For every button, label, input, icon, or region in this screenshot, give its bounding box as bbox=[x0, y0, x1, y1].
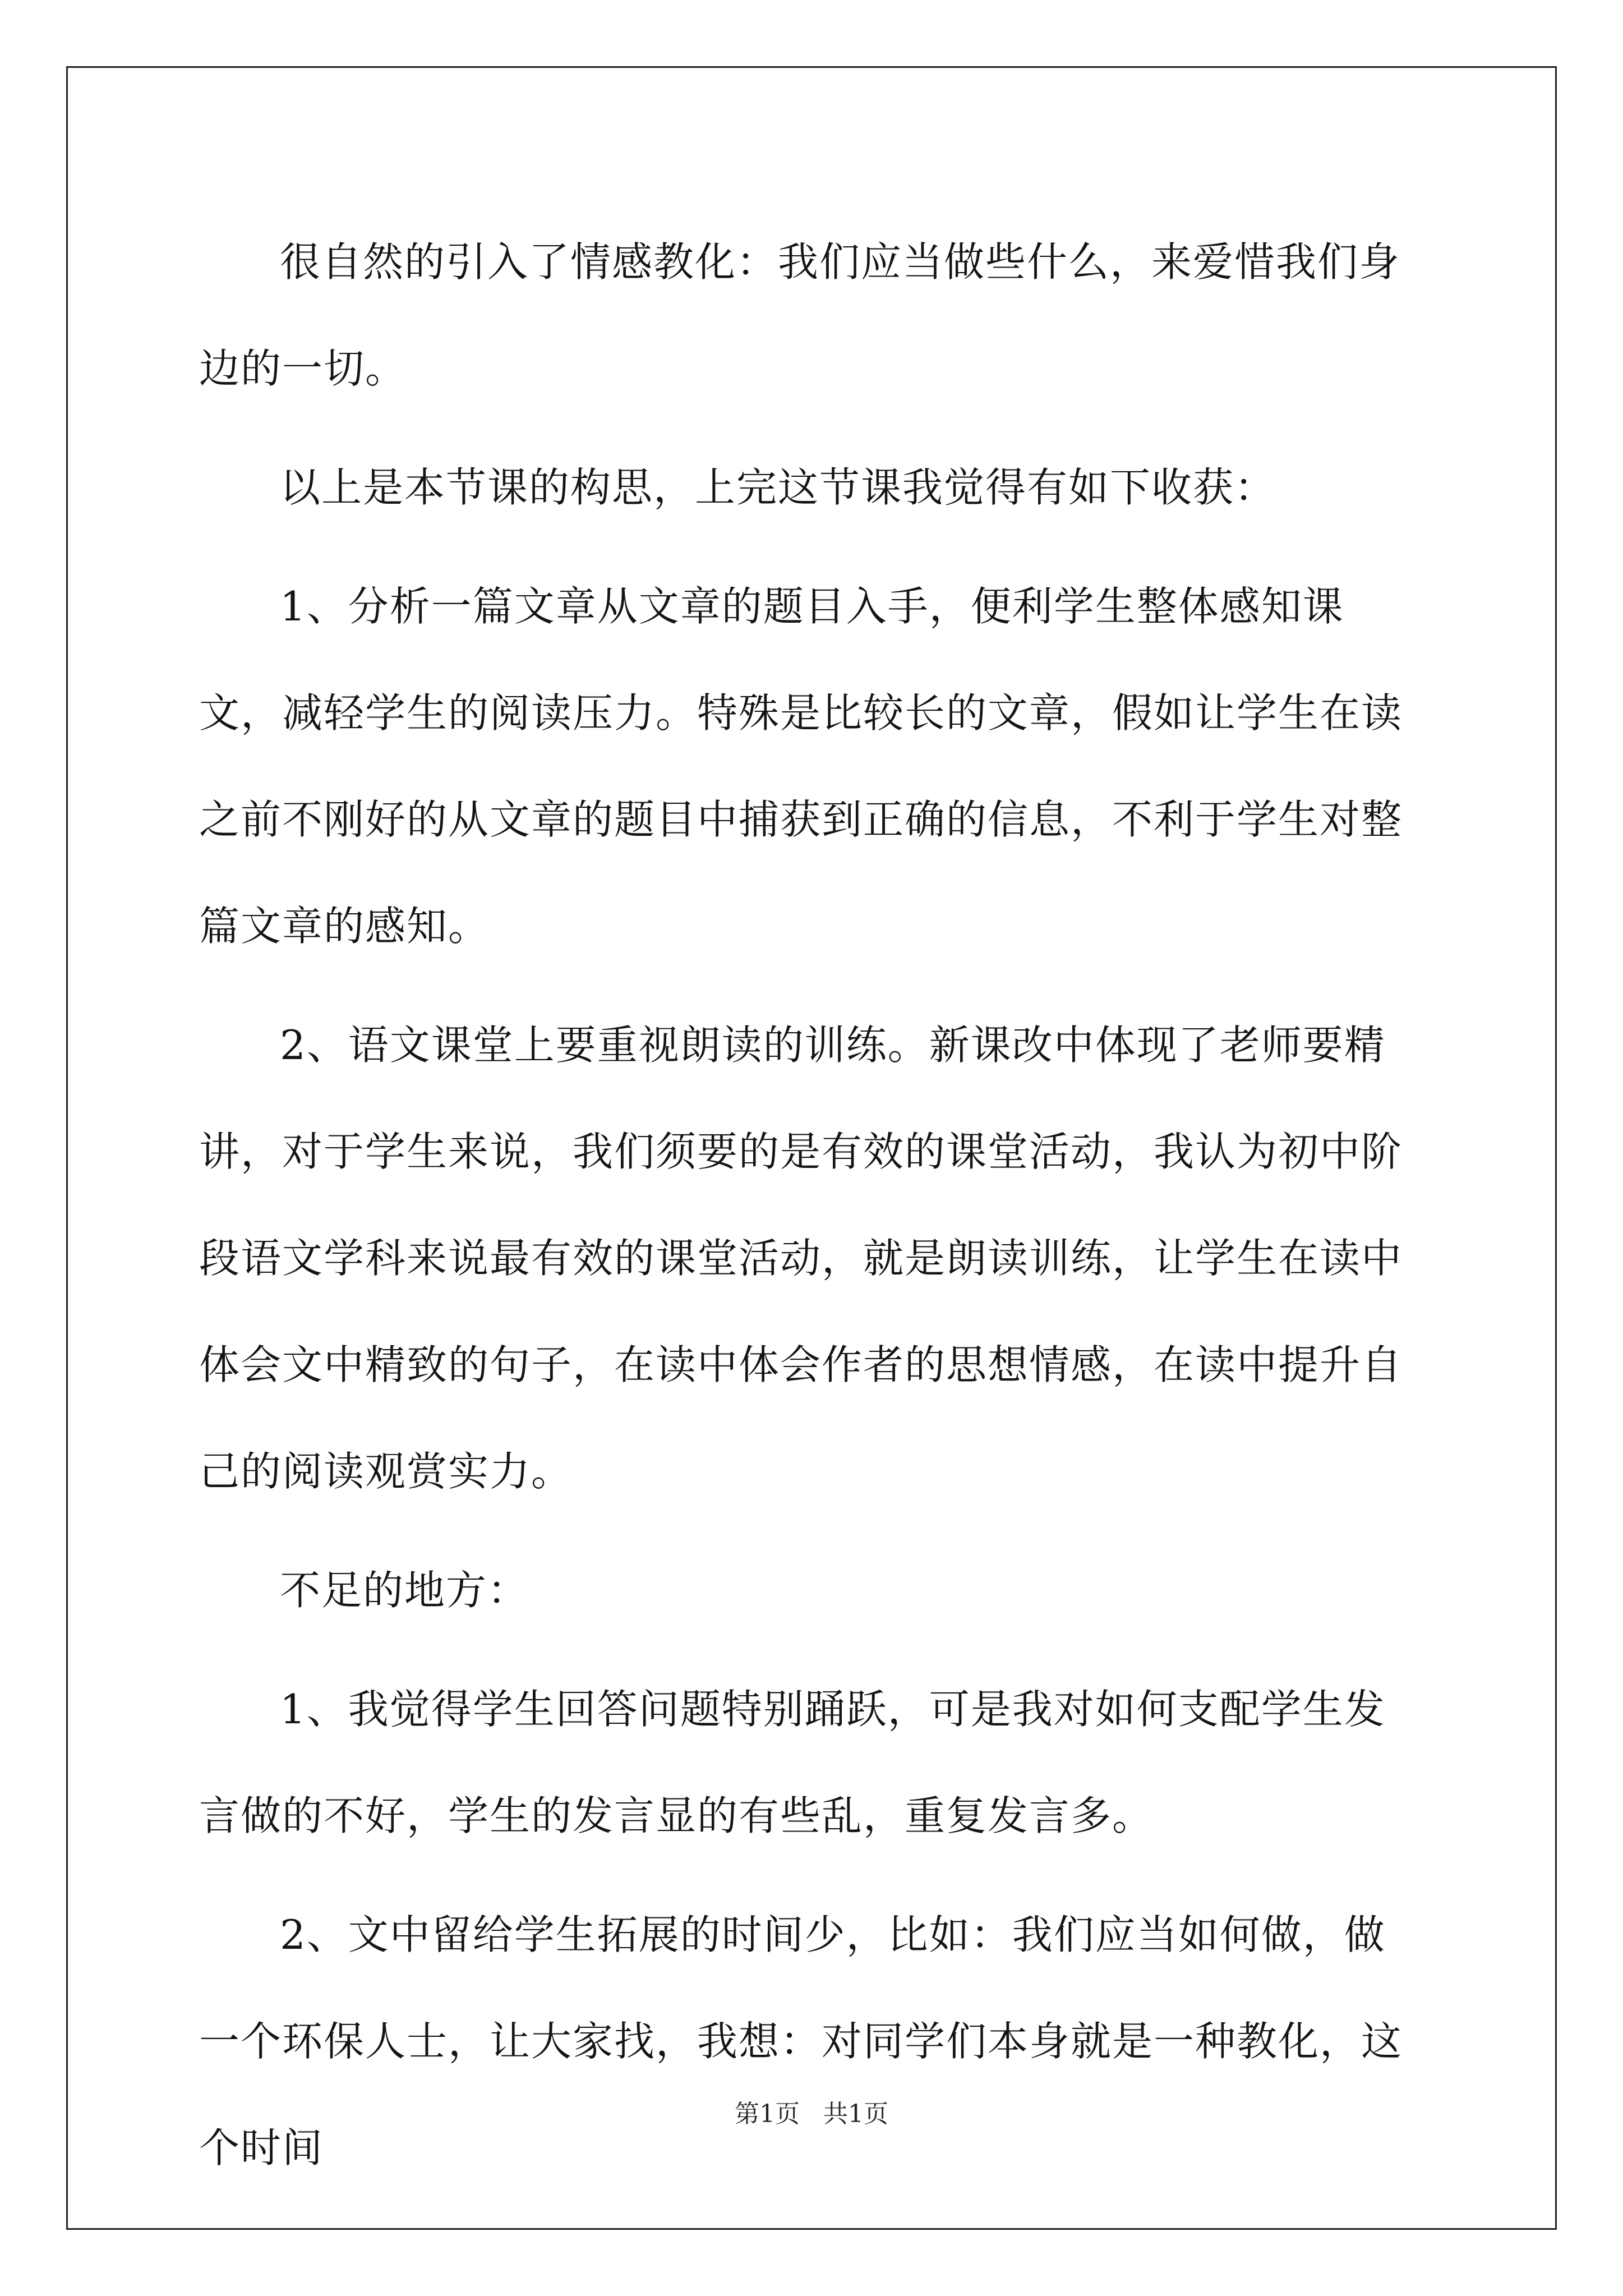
paragraph: 以上是本节课的构思，上完这节课我觉得有如下收获： bbox=[280, 464, 1276, 511]
paragraph: 很自然的引入了情感教化：我们应当做些什么，来爱惜我们身边的一切。 bbox=[199, 238, 1401, 392]
page-number-footer: 第1页 共1页 bbox=[735, 2100, 888, 2128]
paragraph: 1、我觉得学生回答问题特别踊跃，可是我对如何支配学生发言做的不好，学生的发言显的有些乱，重复发言多。 bbox=[199, 1686, 1386, 1839]
paragraph: 2、文中留给学生拓展的时间少，比如：我们应当如何做，做一个环保人士，让大家找，我想：对同学们本身就是一种教化，这个时间 bbox=[199, 1911, 1403, 2171]
document-body bbox=[199, 209, 1419, 2214]
paragraph: 不足的地方： bbox=[280, 1567, 529, 1614]
paragraph: 2、语文课堂上要重视朗读的训练。新课改中体现了老师要精讲，对于学生来说，我们须要的是有效的课堂活动，我认为初中阶段语文学科来说最有效的课堂活动，就是朗读训练，让学生在读中体会文中精致的句子，在读中体会作者的思想情感，在读中提升自己的阅读观赏实力。 bbox=[199, 1022, 1403, 1495]
paragraph: 1、分析一篇文章从文章的题目入手，便利学生整体感知课文，减轻学生的阅读压力。特殊是比较长的文章，假如让学生在读之前不刚好的从文章的题目中捕获到正确的信息，不利于学生对整篇文章的感知。 bbox=[199, 583, 1403, 950]
